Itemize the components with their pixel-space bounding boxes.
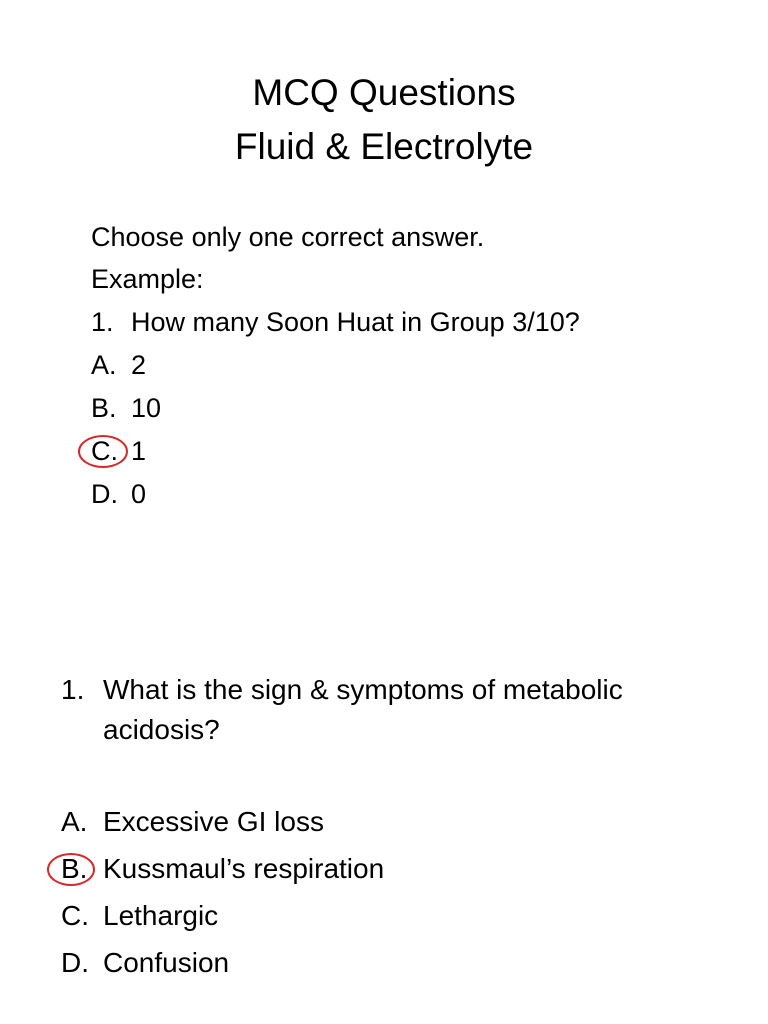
example-option-b-letter: B.: [91, 393, 117, 423]
question-1-option-c-text: Lethargic: [103, 900, 219, 931]
example-option-a: [91, 348, 146, 382]
question-1-option-a-text: Excessive GI loss: [103, 806, 324, 837]
example-heading: Example:: [91, 264, 204, 294]
question-1-option-c: [61, 898, 218, 934]
question-1-option-a: [61, 804, 324, 840]
question-1-text-line-2: acidosis?: [103, 714, 220, 745]
question-1-text-line-1: What is the sign & symptoms of metabolic: [103, 674, 623, 705]
page-title-line-1: MCQ Questions: [252, 72, 516, 113]
example-question-number: 1.: [91, 307, 114, 337]
example-option-d: [91, 477, 146, 511]
example-question: [91, 305, 580, 339]
example-option-c-text: 1: [131, 436, 147, 466]
question-1-option-b-letter-text: B.: [61, 853, 88, 884]
question-1-option-b-text: Kussmaul’s respiration: [103, 853, 385, 884]
answer-circle-mark: [78, 435, 128, 468]
example-option-b: [91, 391, 161, 425]
page-title-line-2: Fluid & Electrolyte: [234, 126, 534, 167]
example-option-d-letter: D.: [91, 479, 118, 509]
question-1-number: 1.: [61, 674, 85, 705]
question-1-option-b: [61, 851, 384, 887]
question-1-option-d-text: Confusion: [103, 947, 230, 978]
question-1: [61, 672, 623, 708]
example-option-c-letter-text: C.: [91, 436, 118, 466]
question-1-option-d: [61, 945, 229, 981]
example-option-b-text: 10: [131, 393, 162, 423]
answer-circle-mark: [47, 853, 95, 886]
example-option-c-letter: [91, 434, 131, 468]
question-1-option-a-letter: A.: [61, 806, 88, 837]
question-1-option-c-letter: C.: [61, 900, 89, 931]
instruction-text: Choose only one correct answer.: [91, 222, 485, 252]
example-option-a-text: 2: [131, 350, 147, 380]
example-question-text: How many Soon Huat in Group 3/10?: [131, 307, 580, 337]
example-option-a-letter: A.: [91, 350, 117, 380]
question-1-option-d-letter: D.: [61, 947, 89, 978]
example-option-c: [91, 434, 146, 468]
question-1-option-b-letter: [61, 851, 103, 887]
example-option-d-text: 0: [131, 479, 147, 509]
